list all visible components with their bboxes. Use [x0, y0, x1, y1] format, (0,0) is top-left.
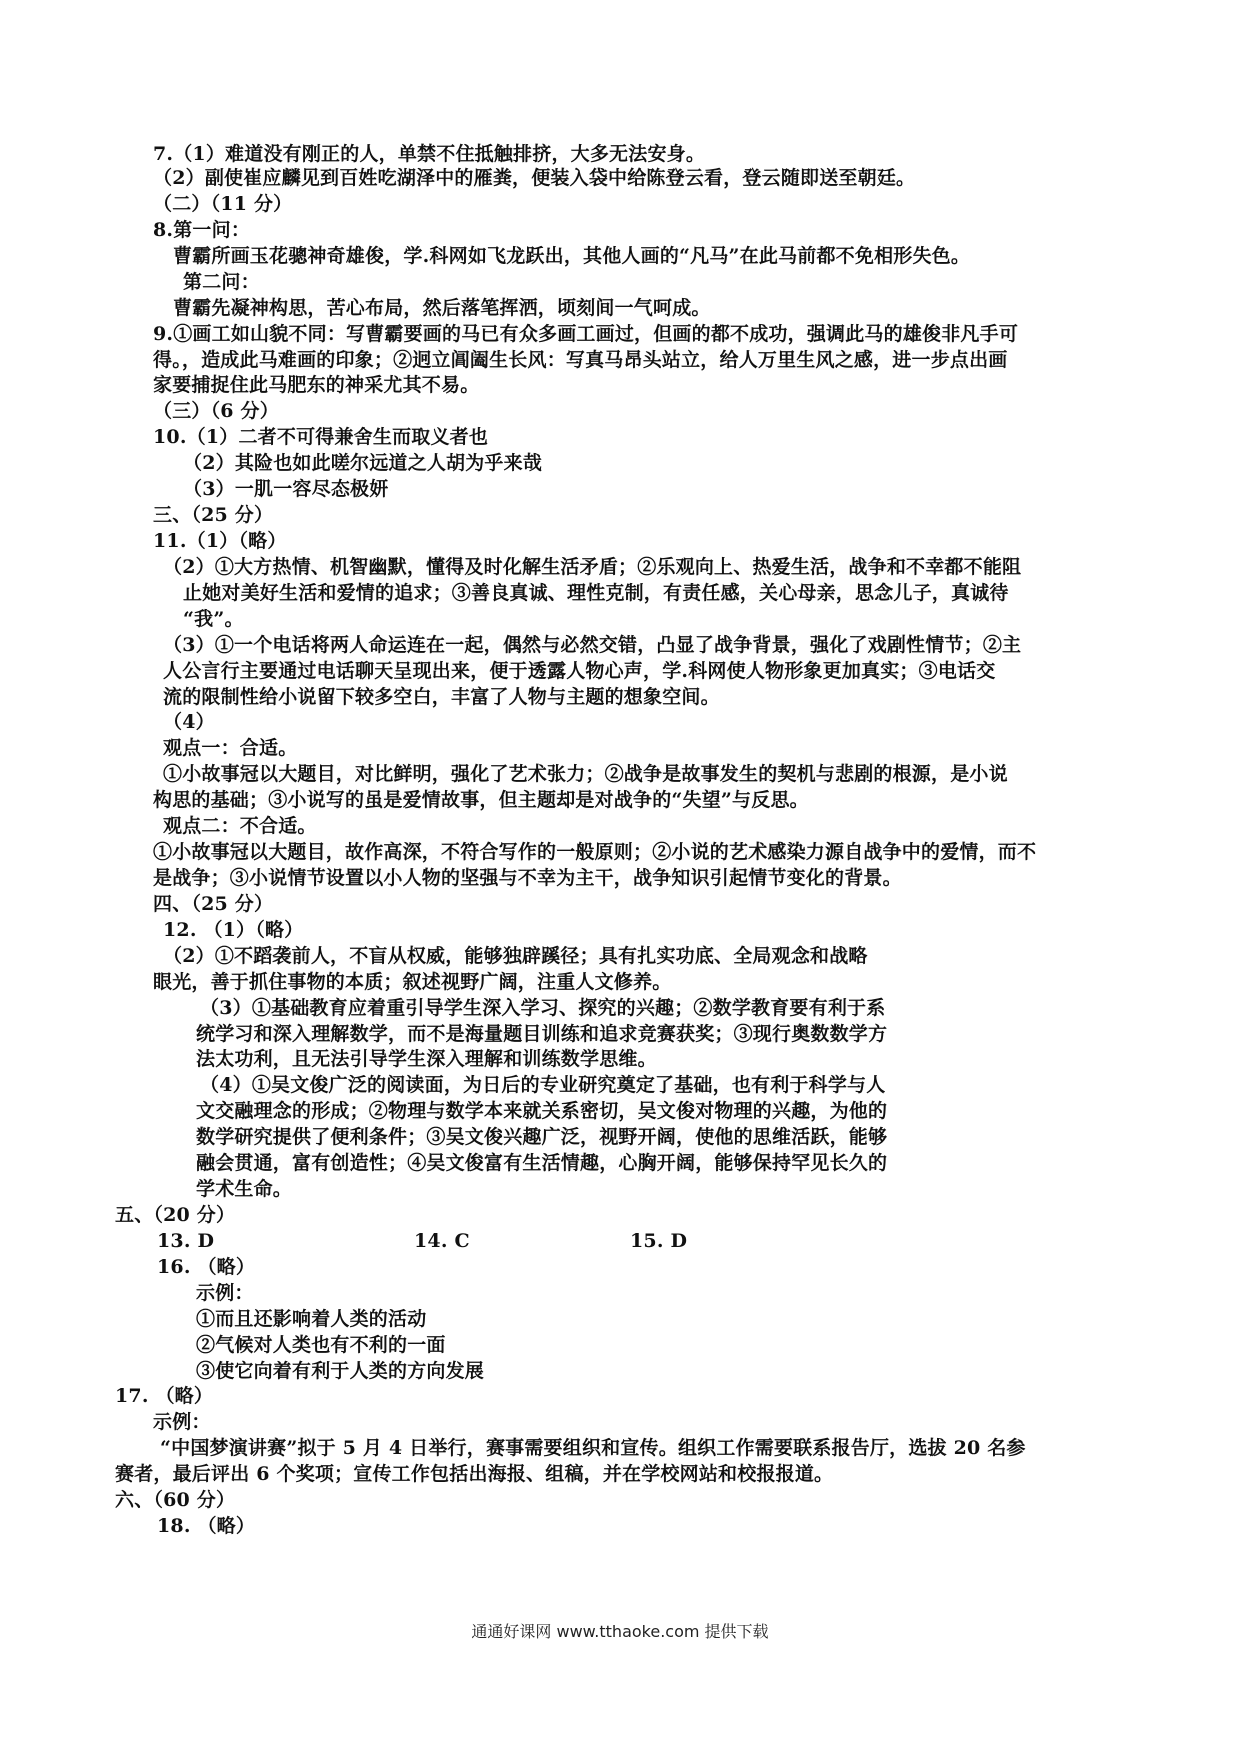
- section-heading: 三、（25 分）: [153, 504, 274, 526]
- answer-line: ①小故事冠以大题目，故作高深，不符合写作的一般原则；②小说的艺术感染力源自战争中的爱情，而不: [153, 841, 1037, 863]
- answer-line: （4）①吴文俊广泛的阅读面，为日后的专业研究奠定了基础，也有利于科学与人: [200, 1074, 886, 1096]
- answer-line: “中国梦演讲赛”拟于 5 月 4 日举行，赛事需要组织和宣传。组织工作需要联系报告厅，选拔 20 名参: [160, 1437, 1026, 1459]
- section-heading: 六、（60 分）: [115, 1489, 236, 1511]
- answer-line: 18. （略）: [157, 1515, 256, 1537]
- answer-line: 示例：: [196, 1282, 254, 1304]
- answer-line: 11.（1）（略）: [153, 530, 287, 552]
- answer-line: 8.第一问：: [153, 219, 251, 241]
- answer-line: ①而且还影响着人类的活动: [196, 1308, 427, 1330]
- answer-line: 观点一：合适。: [163, 737, 298, 759]
- answer-line: 17. （略）: [115, 1385, 214, 1407]
- answer-line: （3）一肌一容尽态极妍: [183, 478, 389, 500]
- section-heading: 四、（25 分）: [153, 893, 274, 915]
- answer-line: 9.①画工如山貌不同：写曹霸要画的马已有众多画工画过，但画的都不成功，强调此马的雄俊非凡手可: [153, 323, 1019, 345]
- answer-line: 统学习和深入理解数学，而不是海量题目训练和追求竞赛获奖；③现行奥数数学方: [196, 1023, 888, 1045]
- answer-choice: 15. D: [630, 1230, 688, 1252]
- answer-line: 流的限制性给小说留下较多空白，丰富了人物与主题的想象空间。: [163, 686, 720, 708]
- answer-line: 文交融理念的形成；②物理与数学本来就关系密切，吴文俊对物理的兴趣，为他的: [196, 1100, 888, 1122]
- section-heading: （三）（6 分）: [153, 400, 279, 422]
- answer-line: （3）①基础教育应着重引导学生深入学习、探究的兴趣；②数学教育要有利于系: [200, 997, 886, 1019]
- answer-line: 融会贯通，富有创造性；④吴文俊富有生活情趣，心胸开阔，能够保持罕见长久的: [196, 1152, 888, 1174]
- answer-choice: 13. D: [157, 1230, 215, 1252]
- answer-line: 止她对美好生活和爱情的追求；③善良真诚、理性克制，有责任感，关心母亲，思念儿子，真诚待: [183, 582, 1009, 604]
- section-heading: 五、（20 分）: [115, 1204, 236, 1226]
- answer-line: 数学研究提供了便利条件；③吴文俊兴趣广泛，视野开阔，使他的思维活跃，能够: [196, 1126, 888, 1148]
- answer-line: 观点二：不合适。: [163, 815, 317, 837]
- answer-line: “我”。: [183, 608, 244, 630]
- section-heading: （二）（11 分）: [153, 193, 293, 215]
- answer-line: 12. （1）（略）: [163, 919, 304, 941]
- answer-line: ③使它向着有利于人类的方向发展: [196, 1360, 485, 1382]
- answer-line: ②气候对人类也有不利的一面: [196, 1334, 446, 1356]
- answer-line: 曹霸先凝神构思，苦心布局，然后落笔挥洒，顷刻间一气呵成。: [173, 297, 711, 319]
- answer-choice: 14. C: [414, 1230, 470, 1252]
- answer-line: （2）其险也如此嗟尔远道之人胡为乎来哉: [183, 452, 543, 474]
- answer-line: （2）①不蹈袭前人，不盲从权威，能够独辟蹊径；具有扎实功底、全局观念和战略: [163, 945, 868, 967]
- answer-line: 法太功利，且无法引导学生深入理解和训练数学思维。: [196, 1048, 657, 1070]
- answer-line: 7.（1）难道没有刚正的人，单禁不住抵触排挤，大多无法安身。: [153, 143, 706, 165]
- answer-line: 人公言行主要通过电话聊天呈现出来，便于透露人物心声，学.科网使人物形象更加真实；③电话交: [163, 660, 996, 682]
- answer-line: 第二问：: [183, 271, 260, 293]
- answer-line: （2）①大方热情、机智幽默，懂得及时化解生活矛盾；②乐观向上、热爱生活，战争和不幸都不能阻: [163, 556, 1022, 578]
- answer-line: 10.（1）二者不可得兼舍生而取义者也: [153, 426, 489, 448]
- answer-line: （4）: [163, 711, 215, 733]
- answer-line: 眼光，善于抓住事物的本质；叙述视野广阔，注重人文修养。: [153, 971, 672, 993]
- answer-line: （2）副使崔应麟见到百姓吃湖泽中的雁粪，便装入袋中给陈登云看，登云随即送至朝廷。: [153, 167, 916, 189]
- answer-line: 赛者，最后评出 6 个奖项；宣传工作包括出海报、组稿，并在学校网站和校报报道。: [115, 1463, 834, 1485]
- answer-line: 示例：: [153, 1411, 211, 1433]
- answer-line: （3）①一个电话将两人命运连在一起，偶然与必然交错，凸显了战争背景，强化了戏剧性情节；②主: [163, 634, 1022, 656]
- answer-line: 16. （略）: [157, 1256, 256, 1278]
- answer-line: 得。，造成此马难画的印象；②迥立阊阖生长风：写真马昂头站立，给人万里生风之感，进一步点出画: [153, 349, 1008, 371]
- answer-line: 构思的基础；③小说写的虽是爱情故事，但主题却是对战争的“失望”与反思。: [153, 789, 809, 811]
- answer-line: 学术生命。: [196, 1178, 293, 1200]
- page-footer: 通通好课网 www.tthaoke.com 提供下载: [471, 1622, 769, 1641]
- answer-line: 曹霸所画玉花骢神奇雄俊，学.科网如飞龙跃出，其他人画的“凡马”在此马前都不免相形失色。: [173, 245, 971, 267]
- answer-line: 是战争；③小说情节设置以小人物的坚强与不幸为主干，战争知识引起情节变化的背景。: [153, 867, 902, 889]
- answer-line: 家要捕捉住此马肥东的神采尤其不易。: [153, 374, 480, 396]
- answer-line: ①小故事冠以大题目，对比鲜明，强化了艺术张力；②战争是故事发生的契机与悲剧的根源，是小说: [163, 763, 1008, 785]
